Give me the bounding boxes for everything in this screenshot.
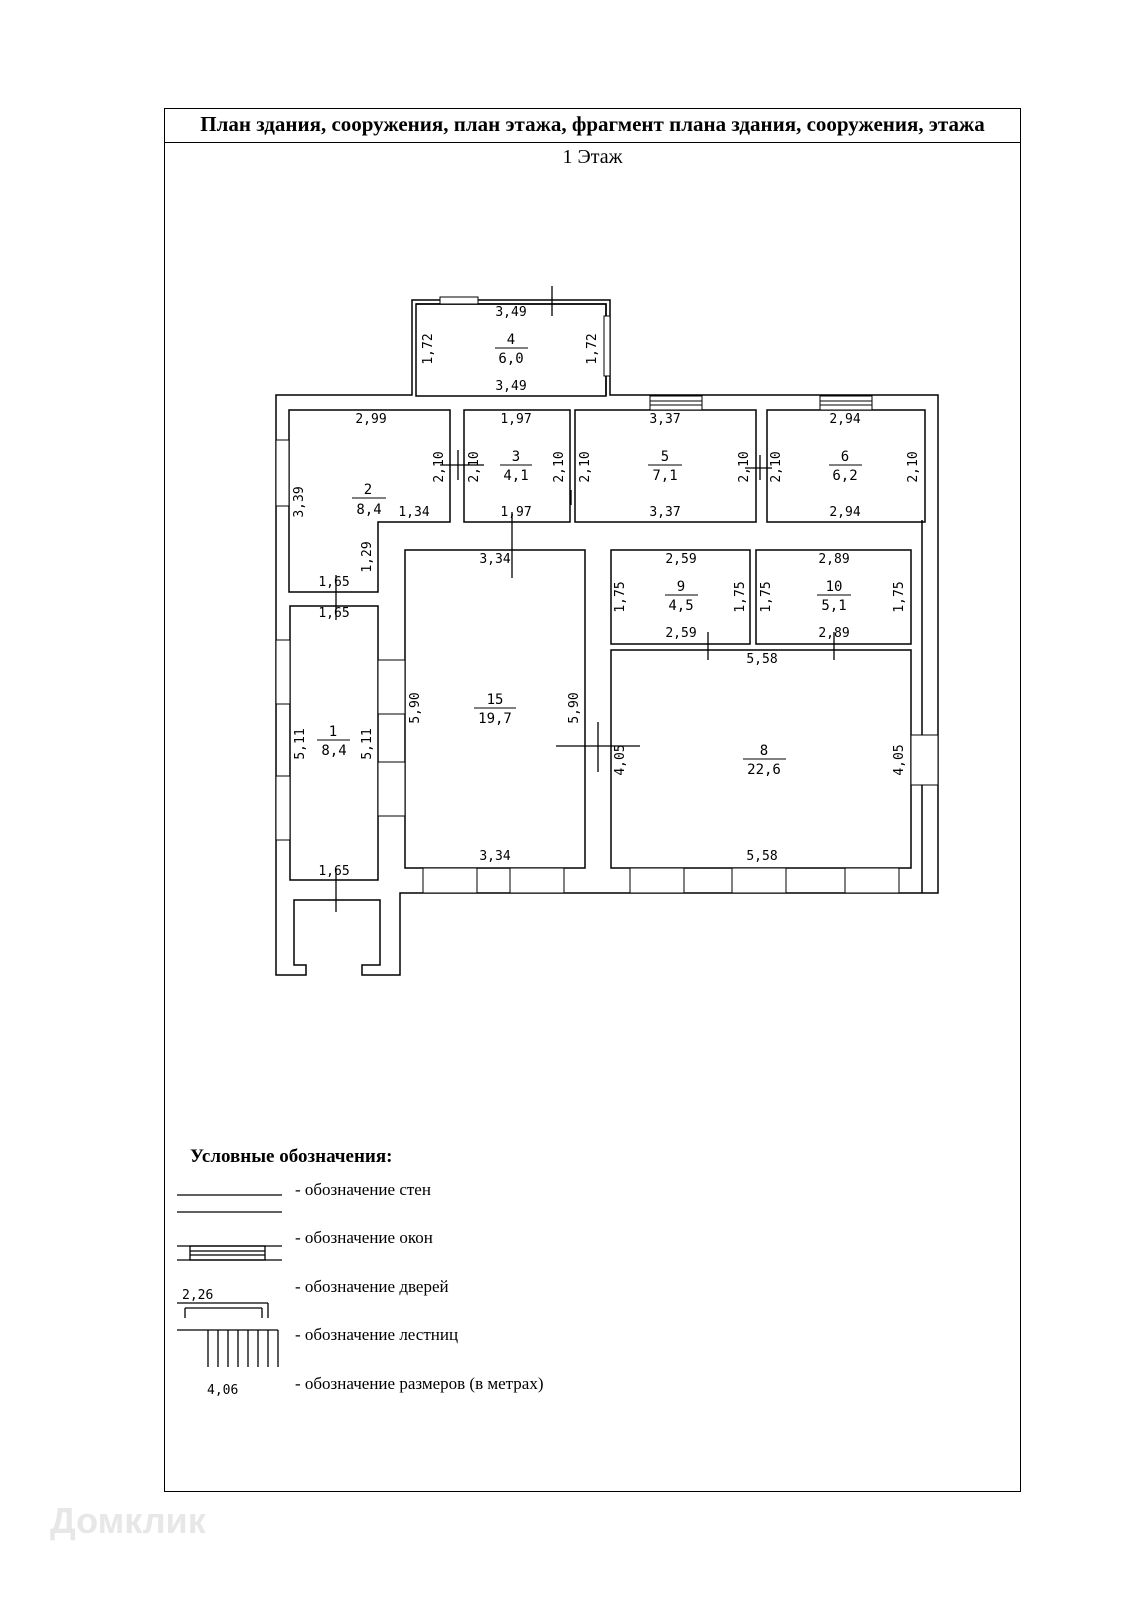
dimension-label: 3,34 (479, 849, 511, 864)
dimension-label: 1,75 (733, 581, 748, 613)
room-6-area: 6,2 (832, 468, 858, 484)
dimension-label: 3,49 (495, 379, 527, 394)
dimension-label: 5,90 (567, 692, 582, 724)
room-5-area: 7,1 (652, 468, 678, 484)
room-2-area: 8,4 (356, 502, 382, 518)
dimension-label: 2,10 (737, 451, 752, 483)
dimension-label: 1,97 (500, 412, 532, 427)
dimension-label: 3,37 (649, 412, 681, 427)
dimension-label: 1,72 (421, 333, 436, 365)
dimension-label: 2,94 (829, 412, 861, 427)
dimension-label: 5,11 (293, 728, 308, 760)
dimension-label: 2,10 (552, 451, 567, 483)
room-9-area: 4,5 (668, 598, 694, 614)
room-15-outline (405, 550, 585, 868)
dimension-label: 2,59 (665, 552, 697, 567)
room-15-area: 19,7 (478, 711, 512, 727)
room-4-area: 6,0 (498, 351, 524, 367)
legend-stairs-label: - обозначение лестниц (295, 1325, 459, 1344)
dimension-label: 2,94 (829, 505, 861, 520)
legend-walls-label: - обозначение стен (295, 1180, 431, 1199)
dimension-label: 1,75 (892, 581, 907, 613)
watermark-logo: Домклик (50, 1500, 206, 1541)
dimension-label: 2,89 (818, 552, 850, 567)
dimension-label: 2,99 (355, 412, 387, 427)
dimension-label: 1,65 (318, 575, 350, 590)
dimension-label: 2,89 (818, 626, 850, 641)
dimension-label: 4,05 (613, 744, 628, 776)
dimension-label: 2,10 (906, 451, 921, 483)
dimension-label: 3,34 (479, 552, 511, 567)
legend-window-symbol (177, 1246, 282, 1260)
room-8-number: 8 (759, 743, 769, 759)
legend-symbols (177, 1195, 282, 1367)
dimension-label: 1,29 (360, 541, 375, 573)
room-4-number: 4 (506, 332, 516, 348)
room-3-number: 3 (511, 449, 521, 465)
dimension-label: 3,49 (495, 305, 527, 320)
floor-label: 1 Этаж (562, 146, 623, 168)
legend-door-symbol (177, 1303, 268, 1318)
dimension-label: 2,10 (432, 451, 447, 483)
dimension-label: 1,75 (613, 581, 628, 613)
legend-door-sample: 2,26 (182, 1288, 214, 1303)
dimension-label: 5,11 (360, 728, 375, 760)
room-9-number: 9 (676, 579, 686, 595)
legend-sizes-label: - обозначение размеров (в метрах) (295, 1374, 544, 1393)
legend-title: Условные обозначения: (190, 1146, 393, 1167)
dimension-label: 2,10 (578, 451, 593, 483)
room-15-number: 15 (486, 692, 504, 708)
dimension-label: 1,75 (759, 581, 774, 613)
room-5-number: 5 (660, 449, 670, 465)
dimension-label: 2,10 (467, 451, 482, 483)
room-10-area: 5,1 (821, 598, 847, 614)
dimension-label: 5,58 (746, 849, 778, 864)
dimension-label: 5,58 (746, 652, 778, 667)
page-title: План здания, сооружения, план этажа, фрагмент плана здания, сооружения, этажа (165, 109, 1020, 143)
room-2-number: 2 (363, 482, 373, 498)
room-6-number: 6 (840, 449, 850, 465)
legend-windows-label: - обозначение окон (295, 1228, 433, 1247)
dimension-label: 2,10 (769, 451, 784, 483)
dimension-label: 3,37 (649, 505, 681, 520)
room-1-number: 1 (328, 724, 338, 740)
room-10-number: 10 (825, 579, 843, 595)
dimension-label: 1,97 (500, 505, 532, 520)
dimension-label: 3,39 (292, 486, 307, 518)
dimension-label: 2,59 (665, 626, 697, 641)
room-1-area: 8,4 (321, 743, 347, 759)
legend-stairs-symbol (177, 1330, 278, 1367)
legend-doors-label: - обозначение дверей (295, 1277, 449, 1296)
dimension-label: 1,72 (585, 333, 600, 365)
dimension-label: 1,65 (318, 864, 350, 879)
room-3-area: 4,1 (503, 468, 529, 484)
dimension-label: 1,65 (318, 606, 350, 621)
dimension-label: 5,90 (408, 692, 423, 724)
dimension-label: 4,05 (892, 744, 907, 776)
dimension-label: 1,34 (398, 505, 430, 520)
room-8-area: 22,6 (747, 762, 781, 778)
legend-size-sample: 4,06 (207, 1383, 239, 1398)
